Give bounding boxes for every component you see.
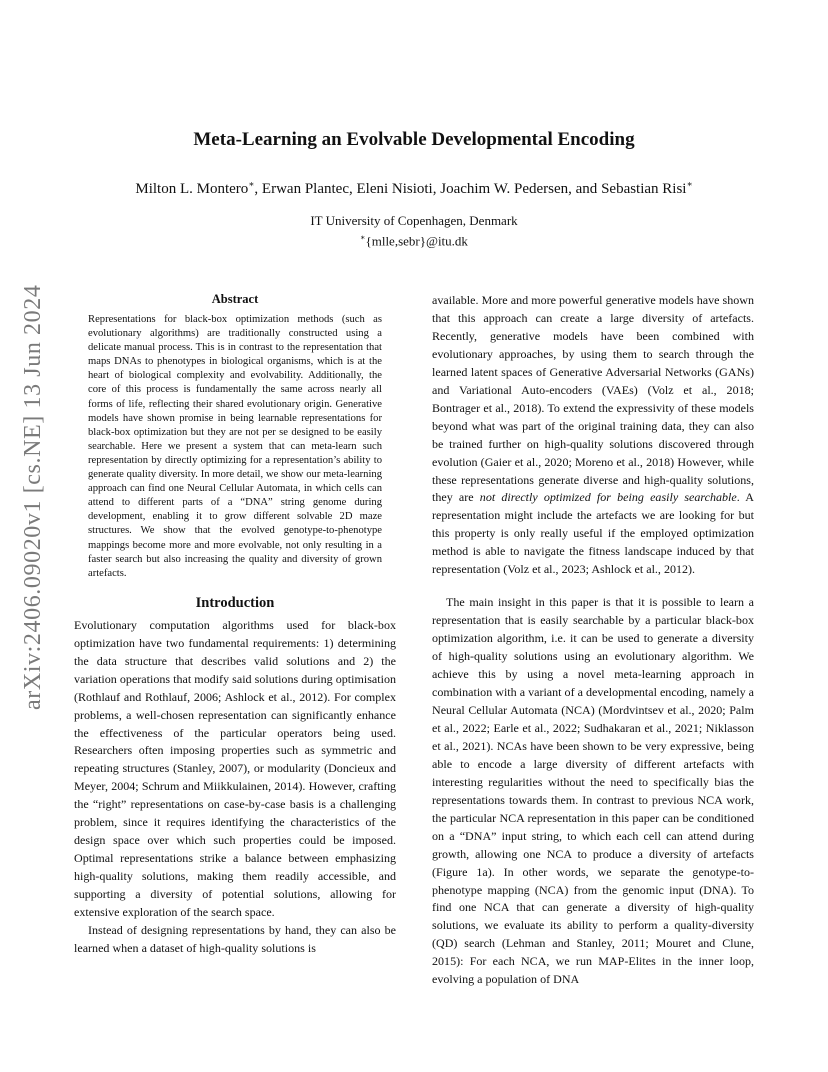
left-column bbox=[74, 292, 396, 958]
paragraph-text: . A representation might include the artefacts we are looking for but this property is only really useful if the employed optimization method is able to navigate the fitness landscape induced by that representation (Volz et al., 2023; Ashlock et al., 2012). bbox=[432, 490, 754, 577]
institution: IT University of Copenhagen, Denmark bbox=[310, 213, 518, 228]
author-email: {mlle,sebr}@itu.dk bbox=[365, 233, 468, 249]
paragraph-text: available. More and more powerful generative models have shown that this approach can create a large diversity of artefacts. Recently, generative models have been combined with evolutionary approaches, by using them to search through the learned latent spaces of Generative Adversarial Networks (GANs) and Variational Auto-encoders (VAEs) (Volz et al., 2018; Bontrager et al., 2018). To extend the expressivity of these models beyond what was part of the original training data, they can also be trained further on high-quality solutions discovered through evolution (Gaier et al., 2020; Moreno et al., 2018) However, while these representations generate diverse and high-quality solutions, they are bbox=[432, 293, 754, 505]
author-name: Eleni Nisioti bbox=[356, 181, 433, 197]
arxiv-identifier: arXiv:2406.09020v1 [cs.NE] 13 Jun 2024 bbox=[20, 284, 46, 710]
author-list: Milton L. Montero∗, Erwan Plantec, Eleni Nisioti, Joachim W. Pedersen, and Sebastian Risi∗ bbox=[135, 179, 693, 197]
arxiv-identifier-stamp bbox=[20, 284, 60, 710]
intro-paragraph-3: The main insight in this paper is that it is possible to learn a representation that is easily searchable by a particular black-box optimization algorithm, i.e. it can be used to generate a diversity of high-quality solutions using an evolutionary algorithm. We achieve this by using a novel meta-learning approach in combination with a variant of a developmental encoding, namely a Neural Cellular Automata (NCA) (Mordvintsev et al., 2020; Palm et al., 2022; Earle et al., 2022; Sudhakaran et al., 2021; Niklasson et al., 2021). NCAs have been shown to be very expressive, being able to encode a large diversity of different artefacts with interesting regularities without the need to specifically bias the representations towards them. In contrast to previous NCA work, the particular NCA representation in this paper can be conditioned on a “DNA” input string, to which each cell can attend during growth, allowing one NCA to produce a diversity of artefacts (Figure 1a). In other words, we separate the genotype-to-phenotype mapping (NCA) from the genomic input (DNA). To find one NCA that can generate a diversity of high-quality solutions, we evaluate its ability to perform a quality-diversity (QD) search (Lehman and Stanley, 2011; Mouret and Clune, 2015): For each NCA, we run MAP-Elites in the inner loop, evolving a population of DNA bbox=[432, 595, 754, 987]
intro-paragraph-1: Evolutionary computation algorithms used for black-box optimization have two fundamental requirements: 1) determining the data structure that describes valid solutions and 2) the variation operations that modify said solutions during optimisation (Rothlauf and Rothlauf, 2006; Ashlock et al., 2012). For complex problems, a well-chosen representation can significantly enhance the effectiveness of the particular operators being used. Researchers often imposing properties such as symmetric and repeating structures (Stanley, 2007), or modularity (Doncieux and Meyer, 2004; Schrum and Miikkulainen, 2014). However, crafting the “right” representations on case-by-case basis is a challenging problem, since it requires identifying the characteristics of the design space over which such properties could be imposed. Optimal representations strike a balance between emphasizing high-quality solutions, making them readily accessible, and supporting a diversity of potential solutions, allowing for extensive exploration of the search space. bbox=[74, 617, 396, 920]
introduction-heading: Introduction bbox=[195, 594, 275, 611]
author-name: Joachim W. Pedersen bbox=[440, 181, 569, 197]
author-name: Milton L. Montero bbox=[135, 181, 249, 197]
author-mark: ∗ bbox=[686, 179, 693, 189]
abstract-text: Representations for black-box optimization methods (such as evolutionary algorithms) are traditionally constructed using a delicate manual process. This is in contrast to the representation that maps DNAs to phenotypes in biological organisms, which is at the heart of biological complexity and evolvability. Additionally, the core of this process is fundamentally the same across nearly all forms of life, reflecting their shared evolutionary origin. Generative models have shown promise in being learnable representations for black-box optimization but they are not per se designed to be easily searchable. Here we present a system that can meta-learn such representation by directly optimizing for a representation’s ability to generate quality diversity. In more detail, we show our meta-learning approach can find one Neural Cellular Automata, in which cells can attend to different parts of a “DNA” string genome during development, enabling it to grow different solvable 2D maze structures. We show that the evolved genotype-to-phenotype mappings become more and more evolvable, not only resulting in a faster search but also increasing the quality and diversity of grown artefacts. bbox=[88, 314, 382, 579]
email-line bbox=[0, 229, 828, 249]
abstract-heading: Abstract bbox=[211, 292, 259, 306]
author-name: Sebastian Risi bbox=[601, 181, 687, 197]
affiliation-block bbox=[0, 212, 828, 249]
author-mark: ∗ bbox=[248, 179, 255, 189]
intro-paragraph-2-continued bbox=[432, 292, 754, 579]
intro-paragraph-2: Instead of designing representations by hand, they can also be learned when a dataset of high-quality solutions is bbox=[74, 922, 396, 955]
emphasized-text: not directly optimized for being easily searchable bbox=[479, 490, 737, 505]
author-conjunction: and bbox=[575, 181, 598, 197]
paper-title: Meta-Learning an Evolvable Developmental Encoding bbox=[193, 129, 635, 150]
right-column bbox=[432, 292, 754, 989]
email-mark: ∗ bbox=[360, 233, 366, 242]
author-name: Erwan Plantec bbox=[261, 181, 349, 197]
